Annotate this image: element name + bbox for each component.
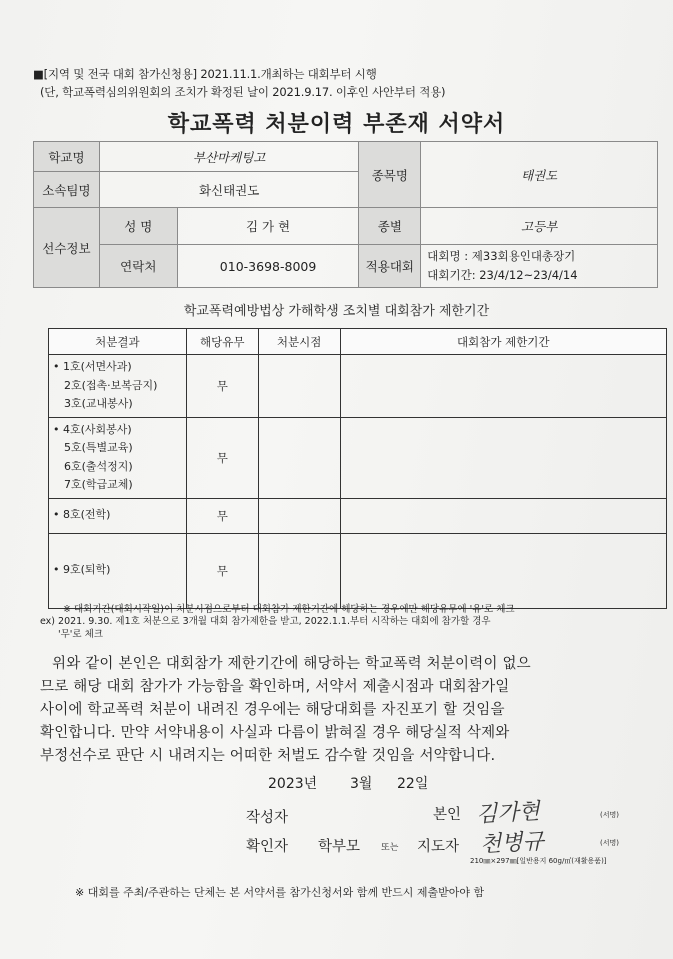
athlete-info-table [33, 141, 658, 288]
self-seal-label: (서명) [600, 811, 619, 819]
disposition-date-cell [258, 355, 340, 418]
restriction-table [48, 328, 667, 609]
competition-label: 적용대회 [359, 245, 421, 288]
pledge-line: 사이에 학교폭력 처분이 내려진 경우에는 해당대회를 자진포기 할 것임을 [40, 702, 505, 718]
pledge-line: 므로 해당 대회 참가가 가능함을 확인하며, 서약서 제출시점과 대회참가일 [40, 679, 510, 695]
competition-period: 대회기간: 23/4/12~23/4/14 [427, 268, 578, 282]
paper-spec: 210㎜×297㎜[일반용지 60g/㎡(재활용품)] [470, 857, 607, 865]
coach-seal-label: (서명) [600, 839, 619, 847]
name-label: 성 명 [99, 208, 177, 245]
team-value: 화신태권도 [99, 172, 359, 208]
disposition-date-cell [258, 498, 340, 533]
header-line-2: (단, 학교폭력심의위원회의 조치가 확정된 날이 2021.9.17. 이후인 사안부터 적용) [40, 85, 446, 99]
disposition-item: • 9호(퇴학) [53, 563, 111, 577]
example-line: '무'로 체크 [58, 629, 103, 640]
applicable-cell: 무 [186, 355, 258, 418]
disposition-date-cell [258, 417, 340, 498]
self-label: 본인 [433, 807, 462, 823]
disposition-item: • 1호(서면사과) [53, 360, 132, 373]
restriction-period-cell [340, 533, 666, 608]
document-title: 학교폭력 처분이력 부존재 서약서 [167, 112, 506, 137]
writer-label: 작성자 [246, 810, 289, 826]
table-row [49, 498, 667, 533]
table-row [49, 355, 667, 418]
school-value: 부산마케팅고 [99, 142, 359, 172]
disposition-item: 3호(교내봉사) [64, 397, 133, 410]
pledge-line: 부정선수로 판단 시 내려지는 어떠한 처벌도 감수할 것임을 서약합니다. [40, 748, 496, 764]
division-value: 고등부 [421, 208, 658, 245]
restriction-example [40, 615, 491, 641]
col-header-applicable: 해당유무 [186, 329, 258, 355]
disposition-cell [49, 417, 187, 498]
applicable-cell: 무 [186, 417, 258, 498]
pledge-paragraph [40, 653, 635, 768]
applicable-cell: 무 [186, 533, 258, 608]
school-label: 학교명 [34, 142, 100, 172]
example-line: ex) 2021. 9.30. 제1호 처분으로 3개월 대회 참가제한을 받고, 2022.1.1.부터 시작하는 대회에 참가할 경우 [40, 616, 491, 627]
division-label: 종별 [359, 208, 421, 245]
restriction-period-cell [340, 498, 666, 533]
event-value: 태권도 [421, 142, 658, 208]
disposition-item: 7호(학급교체) [64, 478, 133, 491]
disposition-item: • 4호(사회봉사) [53, 422, 132, 436]
disposition-item: • 8호(전학) [53, 508, 111, 522]
or-label: 또는 [381, 843, 399, 853]
competition-name: 대회명 : 제33회용인대총장기 [427, 249, 576, 263]
guardian-label: 학부모 [318, 839, 361, 855]
competition-value [421, 245, 658, 288]
table-row [49, 417, 667, 498]
table-row [49, 533, 667, 608]
disposition-item: 5호(특별교육) [64, 441, 133, 454]
contact-value: 010-3698-8009 [177, 245, 359, 288]
restriction-subtitle: 학교폭력예방법상 가해학생 조치별 대회참가 제한기간 [183, 304, 490, 319]
confirmer-label: 확인자 [246, 839, 289, 855]
disposition-date-cell [258, 533, 340, 608]
date-month: 3월 [350, 776, 373, 792]
footer-note: ※ 대회를 주최/주관하는 단체는 본 서약서를 참가신청서와 함께 반드시 제출받아야 함 [75, 886, 485, 899]
disposition-item: 6호(출석정지) [64, 459, 133, 473]
coach-signature: 천병규 [479, 829, 545, 858]
disposition-item: 2호(접촉·보복금지) [64, 378, 158, 392]
col-header-disposition: 처분결과 [49, 329, 187, 355]
col-header-disposition-date: 처분시점 [258, 329, 340, 355]
restriction-note: ※ 대회기간(대회시작일)이 처분시점으로부터 대회참가 제한기간에 해당하는 경우에만 해당유무에 '유'로 체크 [63, 604, 515, 615]
disposition-cell [49, 533, 187, 608]
header-line-1: ■[지역 및 전국 대회 참가신청용] 2021.11.1.개최하는 대회부터 시행 [33, 67, 377, 81]
contact-label: 연락처 [99, 245, 177, 288]
pledge-line: 확인합니다. 만약 서약내용이 사실과 다름이 밝혀질 경우 해당실적 삭제와 [40, 725, 510, 741]
pledge-line: 위와 같이 본인은 대회참가 제한기간에 해당하는 학교폭력 처분이력이 없으 [52, 656, 531, 672]
applicable-cell: 무 [186, 498, 258, 533]
date-year: 2023년 [268, 776, 318, 792]
name-value: 김 가 현 [177, 208, 359, 245]
coach-label: 지도자 [417, 839, 460, 855]
disposition-cell [49, 498, 187, 533]
team-label: 소속팀명 [34, 172, 100, 208]
restriction-period-cell [340, 417, 666, 498]
self-signature: 김가현 [475, 799, 541, 828]
event-label: 종목명 [359, 142, 421, 208]
col-header-restriction-period: 대회참가 제한기간 [340, 329, 666, 355]
restriction-period-cell [340, 355, 666, 418]
date-day: 22일 [397, 776, 429, 792]
athlete-info-label: 선수정보 [34, 208, 100, 288]
disposition-cell [49, 355, 187, 418]
